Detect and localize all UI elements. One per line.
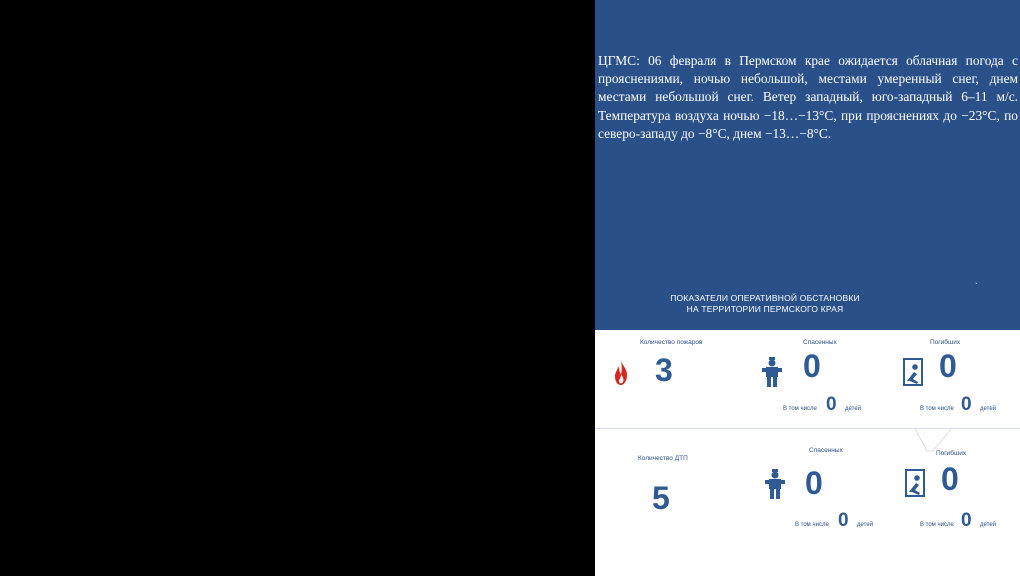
dtp-count-label: Количество ДТП	[638, 455, 688, 462]
fires-count-label: Количество пожаров	[640, 339, 703, 346]
dtp-dead-value: 0	[941, 461, 959, 497]
fires-rescued-children-prefix: В том числе	[783, 406, 817, 412]
stats-banner	[595, 282, 1020, 330]
fire-icon	[613, 360, 629, 386]
fires-dead-children-value: 0	[961, 394, 972, 415]
fires-rescued-value: 0	[803, 348, 821, 384]
stats-area	[595, 330, 1020, 576]
fires-dead-value: 0	[939, 348, 957, 384]
banner-mark: `	[975, 282, 978, 291]
dtp-rescued-label: Спасенных	[809, 447, 843, 454]
fires-rescued-children-value: 0	[826, 394, 837, 415]
fires-section	[595, 330, 1020, 430]
fires-rescued-children-suffix: детей	[845, 406, 862, 412]
deceased-icon	[903, 358, 923, 386]
weather-forecast-text: ЦГМС: 06 февраля в Пермском крае ожидается облачная погода с прояснениями, ночью небольшой, местами умеренный снег, днем местами небольшой снег. Ветер западный, юго-западный 6–11 м/с. Температура воздуха ночью −18…−13°С, при прояснениях до −23°С, по северо-западу до −8°С, днем −13…−8°С.	[598, 53, 1018, 141]
fires-dead-children-suffix: детей	[980, 406, 997, 412]
fires-count-value: 3	[655, 352, 673, 388]
banner-title	[595, 293, 935, 315]
deceased-icon	[905, 469, 925, 497]
banner-title-line2: НА ТЕРРИТОРИИ ПЕРМСКОГО КРАЯ	[686, 304, 844, 314]
dtp-dead-label: Погибших	[936, 450, 967, 457]
dtp-rescued-children-value: 0	[838, 510, 849, 531]
dtp-rescued-children-suffix: детей	[857, 522, 874, 528]
banner-title-line1: ПОКАЗАТЕЛИ ОПЕРАТИВНОЙ ОБСТАНОВКИ	[670, 293, 860, 303]
rescuer-icon	[765, 468, 785, 500]
dtp-dead-children-value: 0	[961, 510, 972, 531]
dtp-rescued-value: 0	[805, 465, 823, 501]
dtp-section	[595, 430, 1020, 576]
section-divider	[595, 428, 1020, 429]
rescuer-icon	[762, 356, 782, 388]
weather-section	[595, 0, 1020, 285]
fires-dead-children-prefix: В том числе	[920, 406, 954, 412]
dtp-dead-children-prefix: В том числе	[920, 522, 954, 528]
dtp-count-value: 5	[652, 480, 670, 516]
dtp-dead-children-suffix: детей	[980, 522, 997, 528]
fires-rescued-label: Спасенных	[803, 339, 837, 346]
fires-dead-label: Погибших	[930, 339, 961, 346]
dtp-rescued-children-prefix: В том числе	[795, 522, 829, 528]
info-panel	[595, 0, 1020, 576]
